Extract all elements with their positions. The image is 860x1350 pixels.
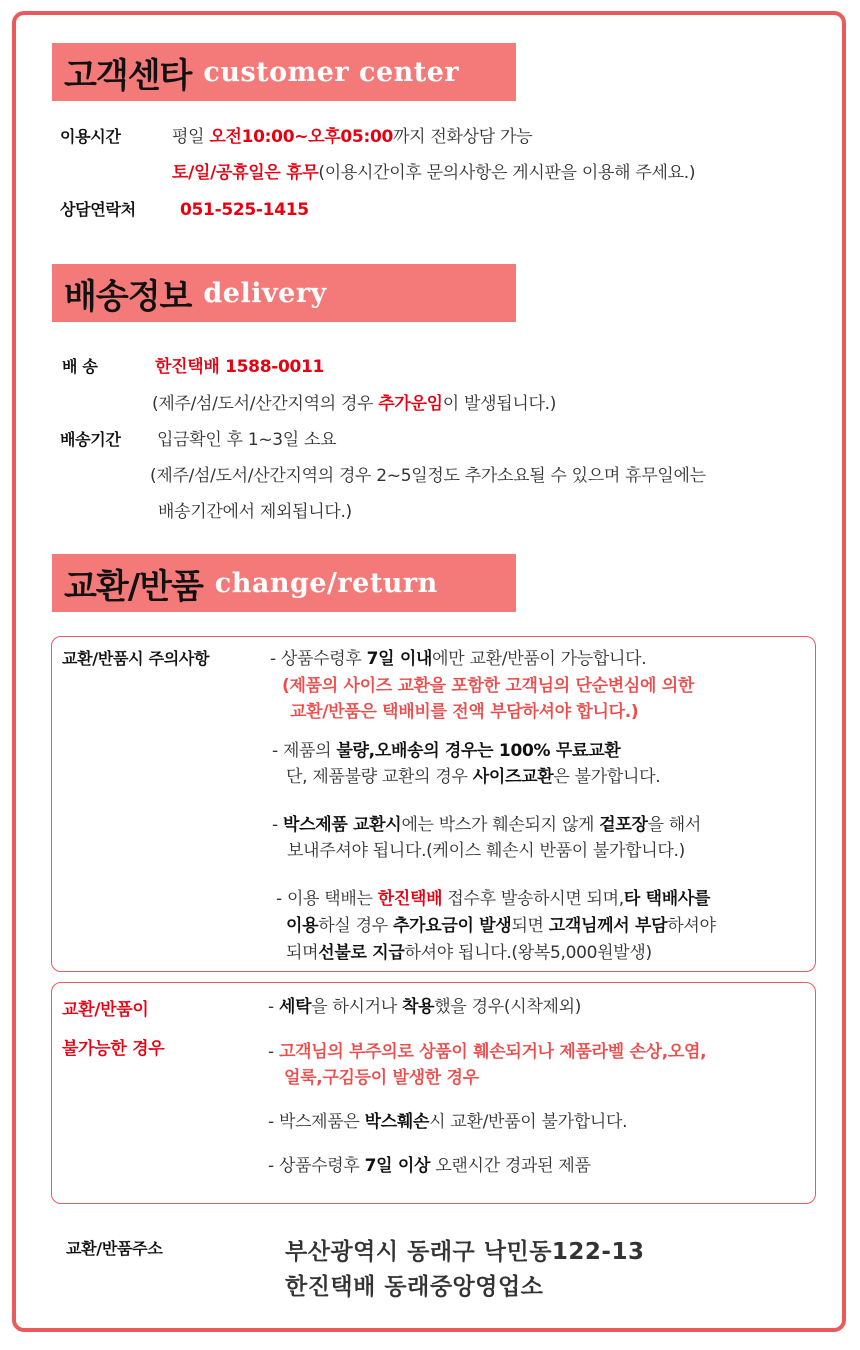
- notice-4-m: 하셔야 됩니다.(왕복5,000원발생): [404, 943, 652, 963]
- holiday-note: (이용시간이후 문의사항은 게시판을 이용해 주세요.): [318, 163, 696, 183]
- notice-4-e: 이용: [286, 916, 319, 936]
- period-note-1: (제주/섬/도서/산간지역의 경우 2~5일정도 추가소요될 수 있으며 휴무일에는: [150, 466, 706, 486]
- notice-3-d: 겉포장: [599, 815, 648, 835]
- notice-4-j: 하셔야: [667, 916, 716, 936]
- hours-prefix: 평일: [172, 127, 210, 147]
- notice-3-b: 박스제품 교환시: [282, 815, 402, 835]
- notice-3-a: -: [272, 815, 283, 835]
- shipping-note-a: (제주/섬/도서/산간지역의 경우: [152, 394, 379, 414]
- notice-3-line-2: 보내주셔야 됩니다.(케이스 훼손시 반품이 불가합니다.): [287, 841, 685, 861]
- not-allowed-1-d: 착용: [402, 997, 435, 1017]
- shipping-label: 배 송: [62, 357, 98, 376]
- not-allowed-3-b: 박스훼손: [364, 1112, 430, 1132]
- not-allowed-label-1: 교환/반품이: [62, 1000, 149, 1020]
- customer-center-title: 고객센타: [64, 55, 192, 96]
- exchange-title-en: change/return: [214, 567, 438, 599]
- hours-text: [172, 127, 532, 147]
- shipping-note: [152, 394, 556, 414]
- notice-1-red-1: (제품의 사이즈 교환을 포함한 고객님의 단순변심에 의한: [282, 676, 694, 696]
- notice-2-line-2: [286, 767, 660, 787]
- not-allowed-1: [268, 997, 581, 1017]
- delivery-title-en: delivery: [203, 277, 327, 309]
- hours-label: 이용시간: [60, 127, 121, 146]
- notice-4-f: 하실 경우: [318, 916, 393, 936]
- notice-3-e: 을 해서: [647, 815, 702, 835]
- notice-1-a: - 상품수령후: [270, 649, 367, 669]
- not-allowed-1-a: -: [268, 997, 279, 1017]
- not-allowed-2-red-2: 얼룩,구김등이 발생한 경우: [284, 1068, 479, 1088]
- notice-2-b: 불량,오배송의 경우는 100% 무료교환: [336, 741, 621, 761]
- notice-1: [270, 649, 646, 669]
- notice-1-c: 에만 교환/반품이 가능합니다.: [432, 649, 647, 669]
- contact-phone: 051-525-1415: [180, 200, 309, 220]
- delivery-banner: [52, 264, 516, 322]
- notice-4-carrier: 한진택배: [377, 889, 443, 909]
- holiday-text: [172, 163, 695, 183]
- not-allowed-1-b: 세탁: [278, 997, 312, 1017]
- not-allowed-3-a: - 박스제품은: [268, 1112, 365, 1132]
- shipping-extra-fee: 추가운임: [378, 394, 443, 414]
- notice-4: [276, 889, 710, 909]
- not-allowed-2: [268, 1042, 706, 1062]
- notice-4-h: 되면: [511, 916, 549, 936]
- not-allowed-1-e: 했을 경우(시착제외): [434, 997, 582, 1017]
- notice-4-i: 고객님께서 부담: [548, 916, 668, 936]
- notice-4-k: 되며: [286, 943, 319, 963]
- not-allowed-2-dash: -: [268, 1042, 279, 1062]
- notice-1-red-2: 교환/반품은 택배비를 전액 부담하셔야 합니다.): [290, 702, 639, 722]
- not-allowed-2-red-1: 고객님의 부주의로 상품이 훼손되거나 제품라벨 손상,오염,: [278, 1042, 707, 1062]
- not-allowed-3: [268, 1112, 627, 1132]
- notice-4-line-3: [286, 943, 652, 963]
- notice-3: [272, 815, 701, 835]
- not-allowed-4-b: 7일 이상: [364, 1156, 431, 1176]
- customer-center-banner: [52, 43, 516, 101]
- exchange-title: 교환/반품: [64, 566, 203, 607]
- period-value: 입금확인 후 1~3일 소요: [157, 430, 337, 450]
- address-line-2: 한진택배 동래중앙영업소: [285, 1274, 544, 1300]
- notice-4-d: 타 택배사를: [623, 889, 711, 909]
- not-allowed-4-a: - 상품수령후: [268, 1156, 365, 1176]
- address-line-1: 부산광역시 동래구 낙민동122-13: [285, 1239, 645, 1265]
- period-note-2: 배송기간에서 제외됩니다.): [158, 502, 352, 522]
- shipping-note-b: 이 발생됩니다.): [442, 394, 557, 414]
- exchange-banner: [52, 554, 516, 612]
- notice-4-a: - 이용 택배는: [276, 889, 378, 909]
- not-allowed-label-2: 불가능한 경우: [62, 1039, 165, 1059]
- notice-1-b: 7일 이내: [366, 649, 433, 669]
- shipping-carrier: 한진택배 1588-0011: [155, 357, 325, 377]
- notice-2: [272, 741, 620, 761]
- notice-4-c: 접수후 발송하시면 되며,: [442, 889, 624, 909]
- notice-3-c: 에는 박스가 훼손되지 않게: [401, 815, 600, 835]
- not-allowed-4-c: 오랜시간 경과된 제품: [430, 1156, 591, 1176]
- notice-label: 교환/반품시 주의사항: [62, 649, 210, 668]
- notice-4-l: 선불로 지급: [318, 943, 405, 963]
- contact-label: 상담연락처: [60, 200, 136, 219]
- notice-4-g: 추가요금이 발생: [392, 916, 512, 936]
- period-label: 배송기간: [60, 430, 121, 449]
- notice-2-a: - 제품의: [272, 741, 337, 761]
- notice-2-d: 사이즈교환: [472, 767, 554, 787]
- not-allowed-1-c: 을 하시거나: [311, 997, 403, 1017]
- holiday-notice: 토/일/공휴일은 휴무: [172, 163, 319, 183]
- notice-2-e: 은 불가합니다.: [553, 767, 661, 787]
- notice-4-line-2: [286, 916, 716, 936]
- notice-2-c: 단, 제품불량 교환의 경우: [286, 767, 473, 787]
- delivery-title: 배송정보: [64, 276, 192, 317]
- not-allowed-4: [268, 1156, 591, 1176]
- customer-center-title-en: customer center: [203, 56, 460, 88]
- hours-suffix: 까지 전화상담 가능: [393, 127, 533, 147]
- hours-time: 오전10:00~오후05:00: [209, 127, 394, 147]
- address-label: 교환/반품주소: [66, 1239, 163, 1258]
- not-allowed-3-c: 시 교환/반품이 불가합니다.: [429, 1112, 628, 1132]
